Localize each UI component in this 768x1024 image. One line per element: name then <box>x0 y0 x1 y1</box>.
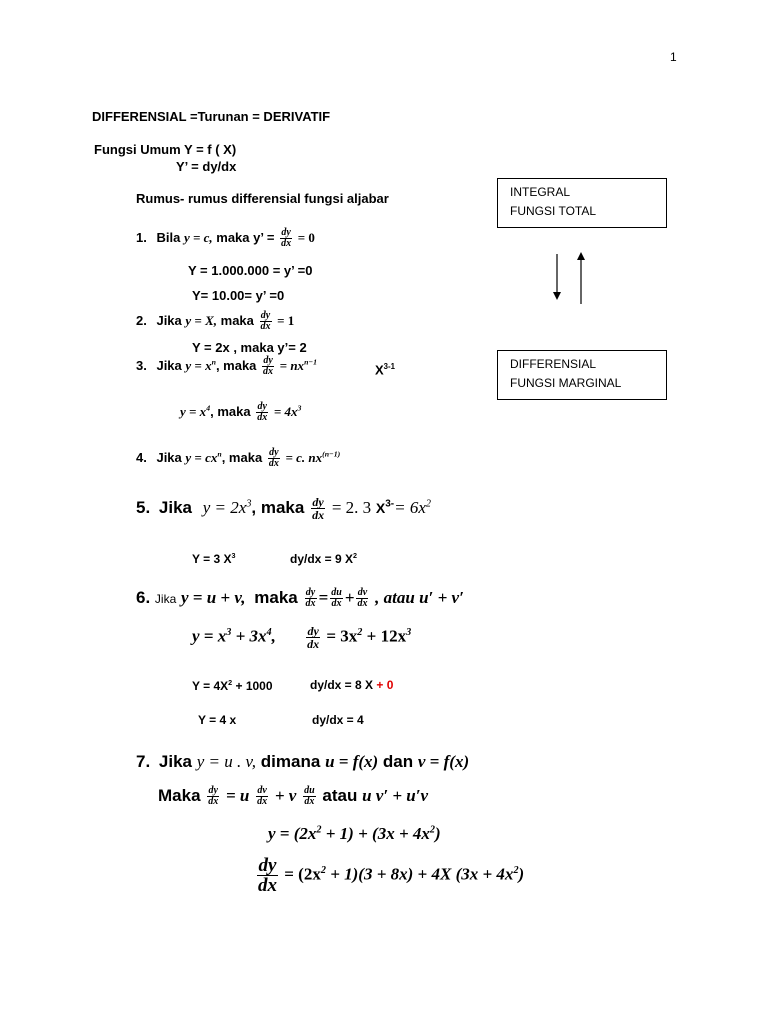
item-7-result-b: + 1)(3 + 8x) + 4X (3x + 4x <box>325 864 514 884</box>
item-7-alternative: u v′ + u′v <box>362 786 429 805</box>
item-7-equation: y = u . v, <box>196 752 257 771</box>
page-number: 1 <box>670 50 677 64</box>
item-7-example-c: ) <box>434 824 441 843</box>
item-7-result-frac-den: dx <box>258 875 277 896</box>
item-7-lead: Jika <box>158 752 193 771</box>
item-3-example-maka: , maka <box>210 403 251 419</box>
item-6-fraction-dv <box>356 588 368 609</box>
item-6-example-result-a: = 3x <box>326 626 358 646</box>
item-6-example-2-left <box>192 678 273 693</box>
item-6-equals: = <box>318 588 329 607</box>
item-1-number: 1. <box>136 229 147 245</box>
item-3 <box>136 356 317 377</box>
item-3-lead: Jika <box>156 357 182 373</box>
item-6-example-2-right <box>310 678 393 692</box>
item-1-example-2: Y= 10.00= y’ =0 <box>192 288 285 303</box>
item-2-maka: maka <box>220 312 254 328</box>
item-5-example-right-text: dy/dx = 9 X <box>290 552 354 566</box>
arrow-up-icon <box>577 252 585 304</box>
item-4-exponent: n <box>217 449 222 459</box>
item-7-u-equation: u = f(x) <box>325 752 379 771</box>
item-5-mid-x: X <box>375 499 386 516</box>
item-6-example-result-a-exponent: 2 <box>357 626 363 638</box>
item-2-example: Y = 2x , maka y’= 2 <box>192 340 307 355</box>
integral-box <box>497 178 667 228</box>
item-5-frac-den: dx <box>312 508 325 522</box>
item-1-maka: maka y’ = <box>216 229 275 245</box>
item-4-frac-num: dy <box>269 447 279 458</box>
item-6-frac1-num: dy <box>305 587 316 599</box>
item-3-side-note <box>375 362 395 377</box>
item-3-result-exponent: n−1 <box>304 357 318 367</box>
item-3-side-text: X <box>375 362 384 378</box>
item-5-lead: Jika <box>158 497 193 517</box>
item-2-lead: Jika <box>156 312 182 328</box>
item-7-maka-line <box>158 786 428 807</box>
item-7-fraction-dy <box>207 786 219 807</box>
fungsi-umum-line2: Y’ = dy/dx <box>176 159 237 174</box>
item-6-example-result-b: + 12x <box>362 626 407 646</box>
item-1-frac-den: dx <box>281 238 292 249</box>
differensial-box-line1: DIFFERENSIAL <box>510 357 597 371</box>
item-7-result-c: ) <box>518 864 525 884</box>
item-3-frac-den: dx <box>263 366 274 377</box>
item-3-maka: , maka <box>215 357 257 373</box>
item-7-frac2-num: dv <box>257 785 267 797</box>
item-6-example-2-right-red: + 0 <box>376 678 394 692</box>
item-6-number: 6. <box>136 588 151 607</box>
item-6 <box>136 588 464 609</box>
item-6-frac2-num: du <box>331 587 342 599</box>
item-4-maka: , maka <box>221 449 263 465</box>
item-4-lead: Jika <box>156 449 182 465</box>
item-4-frac-den: dx <box>268 458 279 469</box>
item-6-equation: y = u + v, <box>181 588 246 607</box>
item-6-example-2-left-exponent: 2 <box>228 678 233 687</box>
item-7-result-a-exponent: 2 <box>320 864 326 876</box>
item-2-number: 2. <box>136 312 147 328</box>
item-3-example-fraction <box>256 402 268 423</box>
item-6-lead: Jika <box>154 592 177 606</box>
item-7-number: 7. <box>136 752 151 771</box>
item-6-example-2-left-text: Y = 4X <box>192 679 229 693</box>
item-6-frac1-den: dx <box>305 598 316 610</box>
item-7-result-fraction <box>257 856 278 895</box>
item-2-equation: y = X, <box>185 312 218 328</box>
item-7-example-a-exponent: 2 <box>316 824 322 836</box>
item-1-fraction <box>280 228 292 249</box>
item-3-side-exponent: 3-1 <box>383 362 395 371</box>
item-3-result: = nx <box>279 357 305 373</box>
item-4-equation: y = cx <box>185 449 218 465</box>
item-3-frac-num: dy <box>263 355 273 366</box>
item-5-example-left-text: Y = 3 X <box>192 552 232 566</box>
item-7-example <box>268 824 441 844</box>
item-5-maka: , maka <box>251 497 305 517</box>
item-6-frac3-den: dx <box>357 598 368 610</box>
item-7-fraction-du <box>303 786 316 807</box>
item-3-example-frac-num: dy <box>257 401 267 412</box>
item-6-example-3-right: dy/dx = 4 <box>312 713 364 727</box>
item-5-result: = 6x <box>394 497 426 517</box>
item-1-result: = 0 <box>297 229 315 245</box>
item-6-example-b-exponent: 4 <box>266 626 272 638</box>
item-2-frac-num: dy <box>260 310 271 321</box>
item-1 <box>136 228 315 249</box>
integral-box-line1: INTEGRAL <box>510 185 571 199</box>
item-3-fraction <box>262 356 274 377</box>
item-4-result-exponent: (n−1) <box>322 449 341 459</box>
item-1-lead: Bila <box>156 229 181 245</box>
item-5-exponent: 3 <box>246 498 252 510</box>
item-5-example-left-exponent: 3 <box>231 551 236 560</box>
item-3-example-result-exponent: 3 <box>297 403 302 413</box>
item-5-example-left <box>192 551 235 566</box>
item-3-number: 3. <box>136 357 147 373</box>
fungsi-umum-line1: Fungsi Umum Y = f ( X) <box>94 142 237 157</box>
item-7-result-a: = (2x <box>284 864 321 884</box>
item-5-fraction <box>311 496 325 521</box>
rumus-title: Rumus- rumus differensial fungsi aljabar <box>136 191 389 206</box>
integral-box-line2: FUNGSI TOTAL <box>510 204 597 218</box>
item-3-example-frac-den: dx <box>257 412 268 423</box>
item-5-equation: y = 2x <box>202 497 247 517</box>
item-6-example-2-left-tail: + 1000 <box>232 679 273 693</box>
item-6-example-frac-den: dx <box>307 637 320 651</box>
item-7-maka: Maka <box>158 786 201 805</box>
item-7-example-a: y = (2x <box>268 824 317 843</box>
item-7-example-b: + 1) + (3x + 4x <box>321 824 430 843</box>
item-3-example-equation: y = x <box>180 403 207 419</box>
item-6-example-a-exponent: 3 <box>226 626 232 638</box>
item-3-example-exponent: 4 <box>206 403 211 413</box>
item-3-example-result: = 4x <box>273 403 298 419</box>
item-7-plus-v: + v <box>274 786 297 805</box>
item-3-equation: y = x <box>185 357 212 373</box>
item-5-mid: = 2. 3 <box>331 497 372 517</box>
item-7-v-equation: v = f(x) <box>417 752 470 771</box>
item-6-plus: + <box>344 588 355 607</box>
item-5-number: 5. <box>136 497 151 517</box>
item-7-dimana: dimana <box>260 752 321 771</box>
item-6-example-a: y = x <box>192 626 227 646</box>
differensial-box <box>497 350 667 400</box>
item-3-exponent: n <box>211 357 216 367</box>
item-7-frac-num: dy <box>208 785 218 797</box>
item-6-example-frac-num: dy <box>307 624 319 638</box>
item-2 <box>136 311 294 332</box>
item-4-result: = c. nx <box>285 449 323 465</box>
item-7-frac3-num: du <box>304 785 315 797</box>
item-7-fraction-dv <box>256 786 268 807</box>
item-7-frac-den: dx <box>208 796 219 808</box>
item-6-example-2-right-text: dy/dx = 8 X <box>310 678 377 692</box>
item-2-result: = 1 <box>277 312 295 328</box>
item-6-example-3-left: Y = 4 x <box>198 713 237 727</box>
item-6-maka: maka <box>254 588 298 607</box>
item-7-atau: atau <box>322 786 358 805</box>
item-7-frac2-den: dx <box>257 796 268 808</box>
item-6-example-result-b-exponent: 3 <box>406 626 412 638</box>
item-7-eq-u: = u <box>226 786 250 805</box>
item-4-number: 4. <box>136 449 147 465</box>
item-6-fraction-du <box>330 588 343 609</box>
item-7-result <box>255 856 524 895</box>
item-1-frac-num: dy <box>281 227 291 238</box>
item-5-example-right <box>290 551 357 566</box>
item-7-result-frac-num: dy <box>258 855 277 876</box>
item-6-frac2-den: dx <box>331 598 342 610</box>
item-5-result-exponent: 2 <box>425 498 432 510</box>
item-1-example-1: Y = 1.000.000 = y’ =0 <box>188 263 313 278</box>
item-2-fraction <box>260 311 272 332</box>
item-6-fraction-dy <box>305 588 317 609</box>
item-5-mid-exponent: 3- <box>385 498 395 510</box>
item-5-frac-num: dy <box>312 495 324 509</box>
item-3-example <box>180 402 301 423</box>
item-6-frac3-num: dv <box>357 587 368 599</box>
item-5-example-right-exponent: 2 <box>353 551 358 560</box>
item-4 <box>136 448 340 469</box>
page-title: DIFFERENSIAL =Turunan = DERIVATIF <box>92 109 331 124</box>
item-6-example <box>192 625 411 650</box>
item-5 <box>136 496 431 521</box>
item-7-frac3-den: dx <box>304 796 315 808</box>
item-7-example-b-exponent: 2 <box>429 824 435 836</box>
arrows-diagram <box>546 248 592 308</box>
item-4-fraction <box>268 448 280 469</box>
item-6-example-b: + 3x <box>231 626 267 646</box>
arrow-down-icon <box>553 254 561 300</box>
item-1-equation: y = c, <box>183 229 213 245</box>
differensial-box-line2: FUNGSI MARGINAL <box>510 376 622 390</box>
item-7-dan: dan <box>382 752 414 771</box>
item-7-result-b-exponent: 2 <box>513 864 519 876</box>
item-2-frac-den: dx <box>260 321 271 332</box>
item-7 <box>136 752 469 772</box>
item-6-alternative: , atau u′ + v′ <box>375 588 464 607</box>
item-6-example-fraction <box>306 625 320 650</box>
item-6-example-c: , <box>271 626 276 646</box>
